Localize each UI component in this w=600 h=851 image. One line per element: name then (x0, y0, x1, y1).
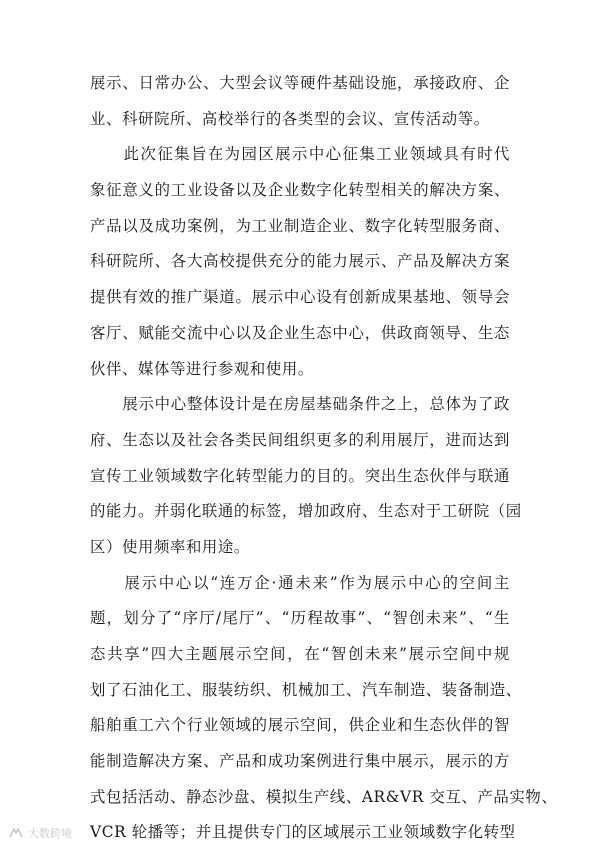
text-line: 能制造解决方案、产品和成功案例进行集中展示，展示的方 (90, 752, 510, 771)
document-body (90, 66, 558, 851)
text-line: 态共享”四大主题展示空间，在“智创未来”展示空间中规 (90, 645, 510, 663)
text-line: 区）使用频率和用途。 (90, 537, 250, 556)
text-line: 展示中心以“连万企·通未来”作为展示中心的空间主 (90, 573, 510, 592)
watermark (8, 824, 72, 842)
text-line: 提供有效的推广渠道。展示中心设有创新成果基地、领导会 (90, 288, 510, 307)
text-line: 客厅、赋能交流中心以及企业生态中心，供政商领导、生态 (90, 323, 510, 342)
text-line: VCR 轮播等；并且提供专门的区域展示工业领域数字化转型 (90, 823, 516, 842)
text-line: 府、生态以及社会各类民间组织更多的利用展厅，进而达到 (90, 430, 510, 449)
text-line: 象征意义的工业设备以及企业数字化转型相关的解决方案、 (90, 181, 510, 200)
text-line: 船舶重工六个行业领域的展示空间，供企业和生态伙伴的智 (90, 716, 510, 735)
text-line: 宣传工业领域数字化转型能力的目的。突出生态伙伴与联通 (90, 466, 510, 485)
text-line: 划了石油化工、服装纺织、机械加工、汽车制造、装备制造、 (90, 680, 522, 699)
text-line: 伙伴、媒体等进行参观和使用。 (90, 359, 314, 378)
watermark-text: 大数跨境 (28, 827, 72, 840)
text-line: 此次征集旨在为园区展示中心征集工业领域具有时代 (90, 145, 510, 164)
text-line: 产品以及成功案例，为工业制造企业、数字化转型服务商、 (90, 216, 510, 235)
text-line: 的能力。并弱化联通的标签，增加政府、生态对于工研院（园 (90, 502, 522, 521)
text-line: 题，划分了“序厅/尾厅”、“历程故事”、“智创未来”、“生 (90, 609, 510, 628)
text-line: 展示中心整体设计是在房屋基础条件之上，总体为了政 (90, 395, 510, 414)
brand-logo-icon (8, 826, 24, 840)
text-line: 科研院所、各大高校提供充分的能力展示、产品及解决方案 (90, 252, 510, 271)
text-line: 式包括活动、静态沙盘、模拟生产线、AR&VR 交互、产品实物、 (90, 787, 558, 806)
text-line: 展示、日常办公、大型会议等硬件基础设施，承接政府、企 (90, 74, 510, 92)
text-line: 业、科研院所、高校举行的各类型的会议、宣传活动等。 (90, 109, 490, 128)
